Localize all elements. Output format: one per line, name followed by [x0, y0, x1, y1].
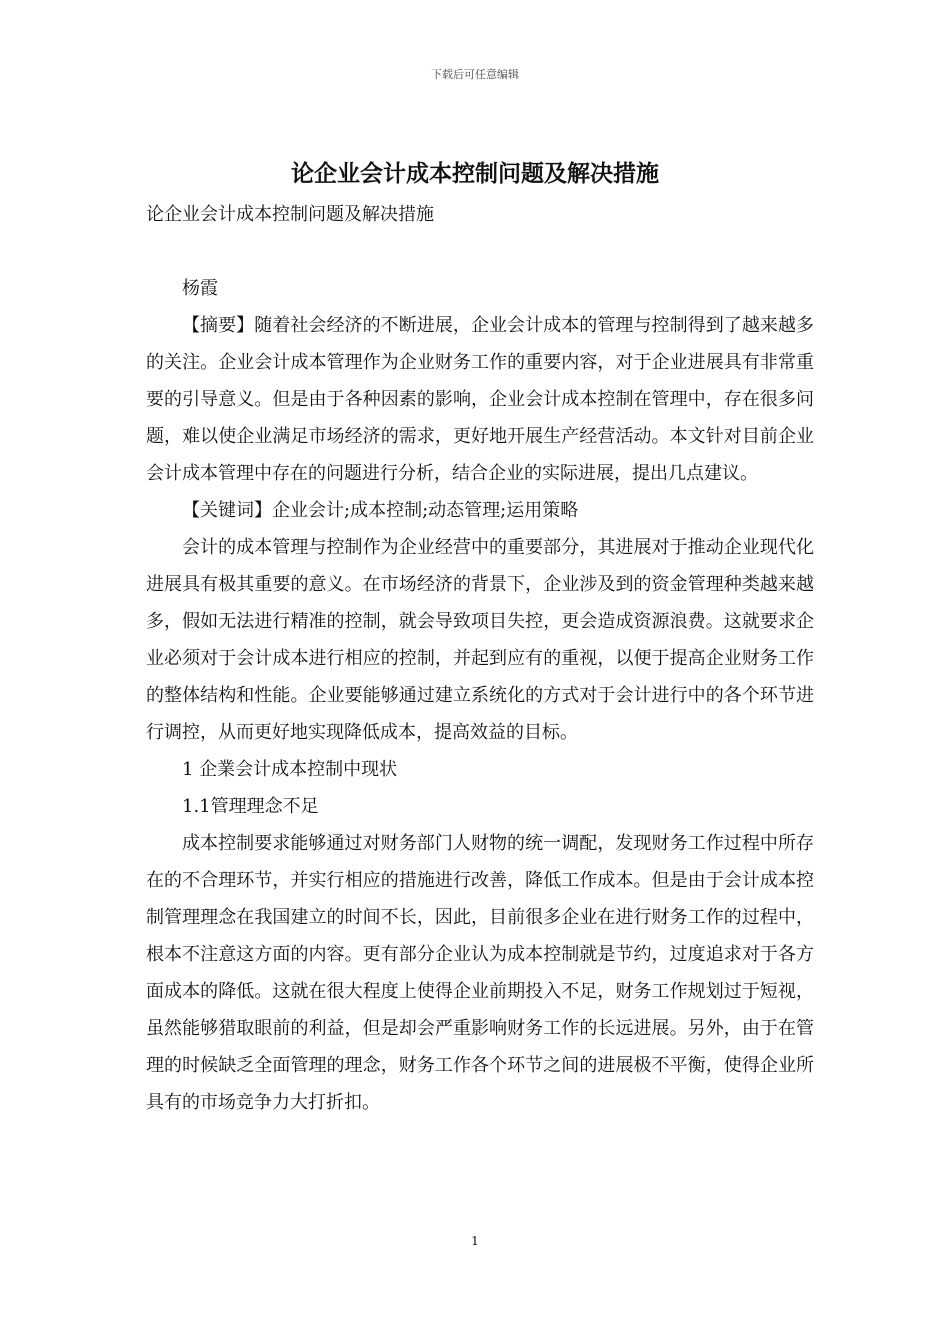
document-body	[146, 270, 814, 1121]
section-heading: 1 企業会计成本控制中现状	[182, 759, 398, 780]
document-title: 论企业会计成本控制问题及解决措施	[291, 160, 659, 187]
intro-paragraph: 会计的成本管理与控制作为企业经营中的重要部分，其进展对于推动企业现代化进展具有极其重要的意义。在市场经济的背景下，企业涉及到的资金管理种类越来越多，假如无法进行精准的控制，就会导致项目失控，更会造成资源浪费。这就要求企业必须对于会计成本进行相应的控制，并起到应有的重视，以便于提高企业财务工作的整体结构和性能。企业要能够通过建立系统化的方式对于会计进行中的各个环节进行调控，从而更好地实现降低成本，提高效益的目标。	[146, 537, 814, 743]
page-number: 1	[471, 1234, 479, 1248]
header-note: 下载后可任意编辑	[431, 68, 519, 81]
keywords-paragraph: 【关键词】企业会计;成本控制;动态管理;运用策略	[182, 500, 579, 521]
subsection-heading: 1.1管理理念不足	[182, 796, 319, 817]
abstract-paragraph: 【摘要】随着社会经济的不断进展，企业会计成本的管理与控制得到了越来越多的关注。企业会计成本管理作为企业财务工作的重要内容，对于企业进展具有非常重要的引导意义。但是由于各种因素的影响，企业会计成本控制在管理中，存在很多问题，难以使企业满足市场经济的需求，更好地开展生产经营活动。本文针对目前企业会计成本管理中存在的问题进行分析，结合企业的实际进展，提出几点建议。	[146, 315, 814, 484]
document-subtitle: 论企业会计成本控制问题及解决措施	[146, 204, 434, 225]
body-paragraph: 成本控制要求能够通过对财务部门人财物的统一调配，发现财务工作过程中所存在的不合理环节，并实行相应的措施进行改善，降低工作成本。但是由于会计成本控制管理理念在我国建立的时间不长，因此，目前很多企业在进行财务工作的过程中，根本不注意这方面的内容。更有部分企业认为成本控制就是节约，过度追求对于各方面成本的降低。这就在很大程度上使得企业前期投入不足，财务工作规划过于短视，虽然能够猎取眼前的利益，但是却会严重影响财务工作的长远进展。另外，由于在管理的时候缺乏全面管理的理念，财务工作各个环节之间的进展极不平衡，使得企业所具有的市场竞争力大打折扣。	[146, 833, 814, 1113]
author-line: 杨霞	[182, 278, 218, 299]
